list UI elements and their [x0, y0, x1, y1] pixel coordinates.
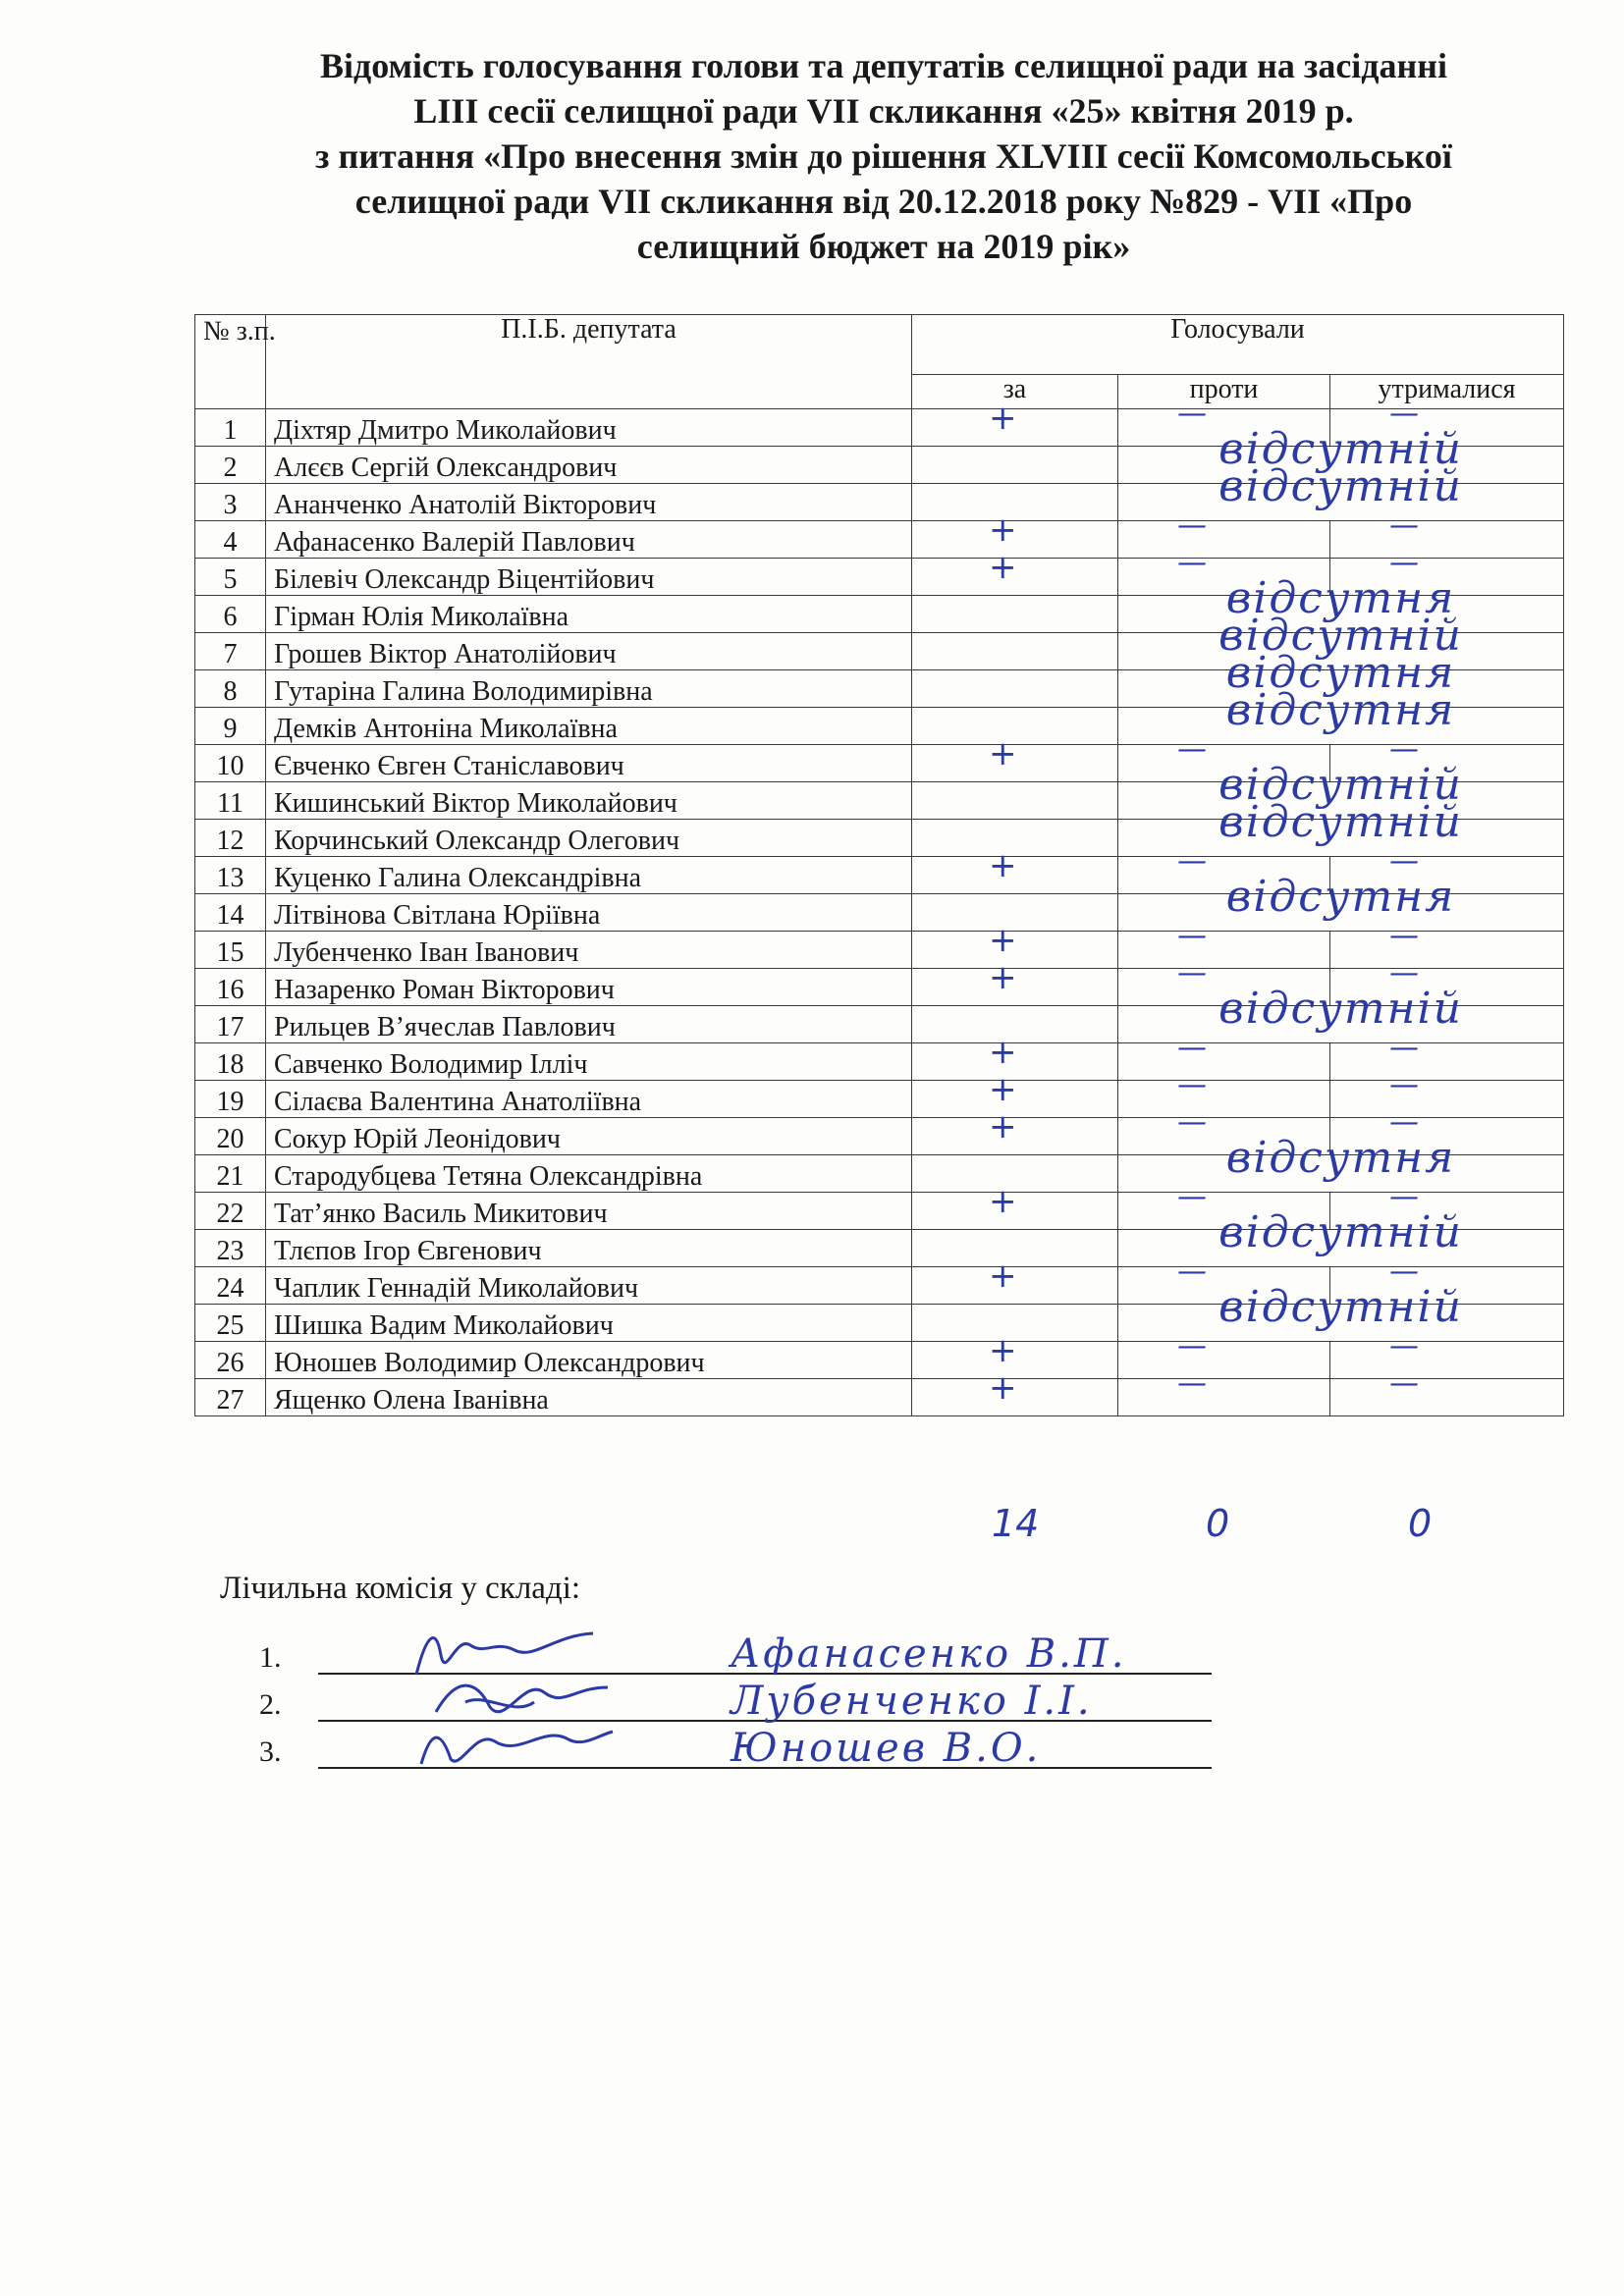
vote-against-cell — [1118, 1366, 1330, 1416]
title-line-2: LIII сесії селищної ради VII скликання «25» квітня 2019 р. — [413, 91, 1354, 131]
deputy-name: Афанасенко Валерій Павлович — [266, 521, 912, 559]
dash-mark: — — [1389, 919, 1419, 953]
plus-mark: + — [989, 1107, 1017, 1147]
deputy-name: Тат’янко Василь Микитович — [266, 1193, 912, 1230]
dash-mark: — — [1389, 1180, 1419, 1214]
vote-for-cell — [912, 1368, 1118, 1416]
vote-abstained-cell — [1330, 1366, 1564, 1416]
header-for: за — [912, 375, 1118, 409]
deputy-name: Гірман Юлія Миколаївна — [266, 596, 912, 633]
title-line-1: Відомість голосування голови та депутатів селищної ради на засіданні — [319, 46, 1447, 85]
vote-abstained-cell — [1330, 1031, 1564, 1081]
vote-against-cell — [1118, 508, 1330, 559]
member-number: 1. — [259, 1641, 282, 1674]
deputy-name: Юношев Володимир Олександрович — [266, 1342, 912, 1379]
plus-mark: + — [989, 1182, 1017, 1221]
dash-mark: — — [1177, 1366, 1207, 1401]
total-for: 14 — [992, 1502, 1040, 1545]
dash-mark: — — [1177, 546, 1207, 580]
title-line-3: з питання «Про внесення змін до рішення XLVIII сесії Комсомольської — [315, 136, 1452, 176]
table-row — [195, 932, 1564, 969]
dash-mark: — — [1389, 1031, 1419, 1065]
dash-mark: — — [1177, 919, 1207, 953]
deputy-name: Сокур Юрій Леонідович — [266, 1118, 912, 1155]
dash-mark: — — [1177, 1180, 1207, 1214]
dash-mark: — — [1177, 844, 1207, 879]
plus-mark: + — [989, 1368, 1017, 1408]
title-line-5: селищний бюджет на 2019 рік» — [636, 227, 1131, 266]
vote-for-cell — [912, 782, 1118, 820]
total-against: 0 — [1206, 1502, 1230, 1545]
row-number: 7 — [195, 633, 266, 670]
deputy-name: Лубенченко Іван Іванович — [266, 932, 912, 969]
absent-note: відсутній — [1218, 760, 1463, 810]
dash-mark: — — [1177, 1329, 1207, 1363]
plus-mark: + — [989, 1331, 1017, 1370]
deputy-name: Рильцев В’ячеслав Павлович — [266, 1006, 912, 1043]
row-number: 6 — [195, 596, 266, 633]
vote-abstained-cell — [1330, 1329, 1564, 1379]
commission-member-3 — [259, 1726, 1212, 1771]
header-number: № з.п. — [195, 315, 266, 409]
vote-for-cell — [912, 734, 1118, 782]
dash-mark: — — [1177, 732, 1207, 767]
dash-mark: — — [1177, 1031, 1207, 1065]
vote-abstained-cell — [1330, 508, 1564, 559]
row-number: 14 — [195, 894, 266, 932]
vote-against-cell — [1118, 1329, 1330, 1379]
deputy-name: Гутаріна Галина Володимирівна — [266, 670, 912, 708]
header-name: П.І.Б. депутата — [266, 315, 912, 409]
voting-table — [194, 314, 1564, 1416]
member-number: 2. — [259, 1688, 282, 1721]
vote-for-cell — [912, 447, 1118, 484]
row-number: 5 — [195, 559, 266, 596]
dash-mark: — — [1177, 1068, 1207, 1102]
deputy-name: Стародубцева Тетяна Олександрівна — [266, 1155, 912, 1193]
table-row — [195, 820, 1564, 857]
plus-mark: + — [989, 548, 1017, 587]
deputy-name: Ананченко Анатолій Вікторович — [266, 484, 912, 521]
vote-for-cell — [912, 958, 1118, 1006]
absent-note: відсутня — [1225, 1133, 1456, 1183]
vote-for-cell — [912, 548, 1118, 596]
row-number: 13 — [195, 857, 266, 894]
table-row — [195, 1305, 1564, 1342]
vote-abstained-cell — [1330, 1068, 1564, 1118]
member-handwritten-name: Юношев В.О. — [731, 1726, 1042, 1771]
dash-mark: — — [1389, 397, 1419, 431]
document-title — [226, 43, 1542, 269]
vote-abstained-cell — [1330, 919, 1564, 969]
deputy-name: Назаренко Роман Вікторович — [266, 969, 912, 1006]
table-row — [195, 1230, 1564, 1267]
row-number: 21 — [195, 1155, 266, 1193]
header-against: проти — [1118, 375, 1330, 409]
dash-mark: — — [1389, 844, 1419, 879]
table-row — [195, 1043, 1564, 1081]
dash-mark: — — [1389, 1105, 1419, 1140]
vote-against-cell — [1118, 1031, 1330, 1081]
deputy-name: Кишинський Віктор Миколайович — [266, 782, 912, 820]
plus-mark: + — [989, 921, 1017, 960]
table-body — [195, 397, 1564, 1416]
deputy-name: Грошев Віктор Анатолійович — [266, 633, 912, 670]
deputy-name: Чаплик Геннадій Миколайович — [266, 1267, 912, 1305]
commission-label: Лічильна комісія у складі: — [220, 1571, 581, 1606]
absent-note: відсутній — [1218, 797, 1463, 847]
row-number: 24 — [195, 1267, 266, 1305]
dash-mark: — — [1177, 508, 1207, 543]
deputy-name: Демків Антоніна Миколаївна — [266, 708, 912, 745]
deputy-name: Корчинський Олександр Олегович — [266, 820, 912, 857]
row-number: 19 — [195, 1081, 266, 1118]
absent-note: відсутня — [1225, 648, 1456, 698]
deputy-name: Шишка Вадим Миколайович — [266, 1305, 912, 1342]
table-row — [195, 708, 1564, 745]
dash-mark: — — [1389, 732, 1419, 767]
title-line-4: селищної ради VII скликання від 20.12.2018 року №829 - VII «Про — [354, 182, 1413, 221]
dash-mark: — — [1389, 1366, 1419, 1401]
table-row — [195, 521, 1564, 559]
deputy-name: Савченко Володимир Ілліч — [266, 1043, 912, 1081]
row-number: 11 — [195, 782, 266, 820]
vote-against-cell — [1118, 919, 1330, 969]
vote-for-cell — [912, 670, 1118, 708]
row-number: 22 — [195, 1193, 266, 1230]
row-number: 18 — [195, 1043, 266, 1081]
dash-mark: — — [1389, 508, 1419, 543]
dash-mark: — — [1389, 956, 1419, 990]
row-number: 16 — [195, 969, 266, 1006]
dash-mark: — — [1177, 1105, 1207, 1140]
table-row — [195, 1155, 1564, 1193]
deputy-name: Діхтяр Дмитро Миколайович — [266, 409, 912, 447]
dash-mark: — — [1177, 1255, 1207, 1289]
deputy-name: Алєєв Сергій Олександрович — [266, 447, 912, 484]
deputy-name: Тлєпов Ігор Євгенович — [266, 1230, 912, 1267]
row-number: 25 — [195, 1305, 266, 1342]
vote-for-cell — [912, 1182, 1118, 1230]
absent-note: відсутня — [1225, 872, 1456, 922]
table-row — [195, 1081, 1564, 1118]
deputy-name: Білевіч Олександр Віцентійович — [266, 559, 912, 596]
vote-for-cell — [912, 596, 1118, 633]
vote-for-cell — [912, 399, 1118, 447]
row-number: 3 — [195, 484, 266, 521]
absent-note: відсутній — [1218, 461, 1463, 511]
row-number: 12 — [195, 820, 266, 857]
row-number: 8 — [195, 670, 266, 708]
plus-mark: + — [989, 1256, 1017, 1296]
absent-note: відсутній — [1218, 424, 1463, 474]
dash-mark: — — [1177, 397, 1207, 431]
table-row — [195, 1006, 1564, 1043]
member-number: 3. — [259, 1735, 282, 1768]
plus-mark: + — [989, 734, 1017, 774]
dash-mark: — — [1389, 1068, 1419, 1102]
dash-mark: — — [1389, 1329, 1419, 1363]
plus-mark: + — [989, 958, 1017, 997]
table-row — [195, 894, 1564, 932]
vote-for-cell — [912, 1107, 1118, 1155]
member-handwritten-name: Афанасенко В.П. — [731, 1631, 1127, 1677]
plus-mark: + — [989, 1033, 1017, 1072]
table-row — [195, 1342, 1564, 1379]
deputy-name: Сілаєва Валентина Анатоліївна — [266, 1081, 912, 1118]
plus-mark: + — [989, 846, 1017, 885]
row-number: 23 — [195, 1230, 266, 1267]
vote-for-cell — [912, 633, 1118, 670]
absent-note: відсутній — [1218, 1282, 1463, 1332]
row-number: 27 — [195, 1379, 266, 1416]
deputy-name: Ященко Олена Іванівна — [266, 1379, 912, 1416]
dash-mark: — — [1177, 956, 1207, 990]
absent-note: відсутній — [1218, 984, 1463, 1034]
row-number: 1 — [195, 409, 266, 447]
row-number: 17 — [195, 1006, 266, 1043]
vote-for-cell — [912, 1256, 1118, 1305]
row-number: 9 — [195, 708, 266, 745]
absent-note: відсутня — [1225, 685, 1456, 735]
row-number: 4 — [195, 521, 266, 559]
row-number: 20 — [195, 1118, 266, 1155]
dash-mark: — — [1389, 546, 1419, 580]
deputy-name: Літвінова Світлана Юріївна — [266, 894, 912, 932]
absent-note: відсутня — [1225, 573, 1456, 623]
deputy-name: Євченко Євген Станіславович — [266, 745, 912, 782]
row-number: 10 — [195, 745, 266, 782]
row-number: 2 — [195, 447, 266, 484]
header-abstained: утрималися — [1330, 375, 1564, 409]
plus-mark: + — [989, 1070, 1017, 1109]
plus-mark: + — [989, 399, 1017, 438]
absent-note: відсутній — [1218, 611, 1463, 661]
table-row — [195, 484, 1564, 521]
signature-icon — [397, 1710, 632, 1779]
deputy-name: Куценко Галина Олександрівна — [266, 857, 912, 894]
dash-mark: — — [1389, 1255, 1419, 1289]
header-voted: Голосували — [912, 315, 1564, 375]
total-abstained: 0 — [1408, 1502, 1433, 1545]
vote-for-cell — [912, 846, 1118, 894]
member-handwritten-name: Лубенченко І.І. — [731, 1679, 1093, 1724]
plus-mark: + — [989, 510, 1017, 550]
row-number: 15 — [195, 932, 266, 969]
vote-against-cell — [1118, 1068, 1330, 1118]
row-number: 26 — [195, 1342, 266, 1379]
absent-note: відсутній — [1218, 1207, 1463, 1257]
table-row — [195, 1379, 1564, 1416]
